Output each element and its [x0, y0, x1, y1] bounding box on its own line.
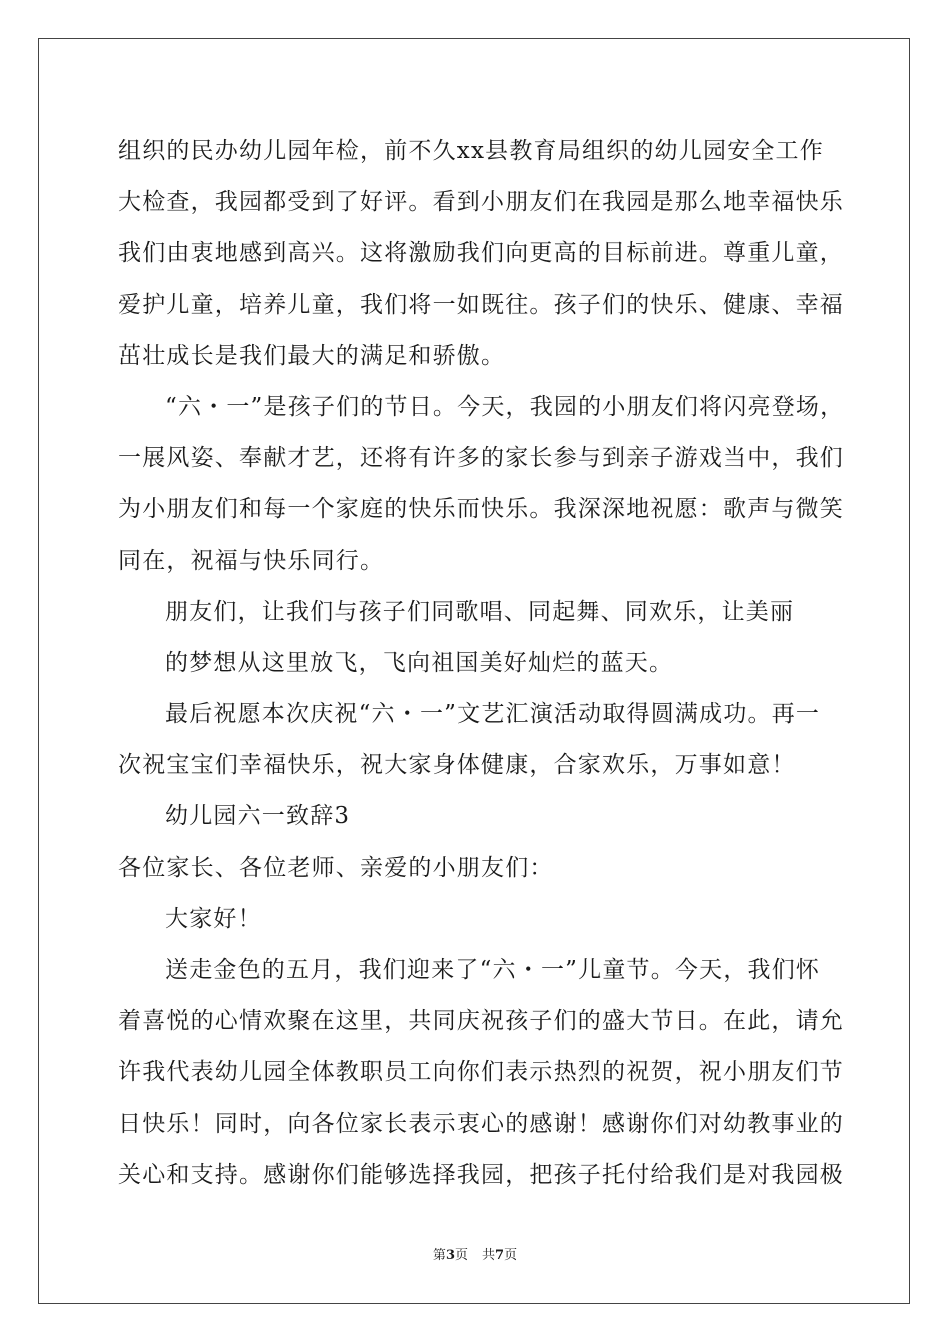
text-line: 大检查，我园都受到了好评。看到小朋友们在我园是那么地幸福快乐	[118, 189, 844, 216]
greeting: 大家好！	[165, 905, 262, 932]
text-line: 爱护儿童，培养儿童，我们将一如既往。孩子们的快乐、健康、幸福	[118, 291, 844, 318]
text-line: 着喜悦的心情欢聚在这里，共同庆祝孩子们的盛大节日。在此，请允	[118, 1008, 844, 1035]
page-suffix: 页	[454, 1248, 468, 1263]
text-line: 为小朋友们和每一个家庭的快乐而快乐。我深深地祝愿：歌声与微笑	[118, 496, 844, 523]
text-line: 送走金色的五月，我们迎来了“六・一”儿童节。今天，我们怀	[165, 957, 821, 983]
text-line: “六・一”是孩子们的节日。今天，我园的小朋友们将闪亮登场，	[165, 393, 845, 420]
text-line: 关心和支持。感谢你们能够选择我园，把孩子托付给我们是对我园极	[118, 1161, 844, 1188]
text-line: 许我代表幼儿园全体教职员工向你们表示热烈的祝贺，祝小朋友们节	[118, 1059, 844, 1086]
text-line: 最后祝愿本次庆祝“六・一”文艺汇演活动取得圆满成功。再一	[165, 701, 821, 728]
document-body	[118, 126, 845, 1201]
current-page-number: 3	[445, 1248, 455, 1263]
total-page-number: 7	[495, 1248, 505, 1263]
text-line: 组织的民办幼儿园年检，前不久xx县教育局组织的幼儿园安全工作	[118, 138, 824, 164]
text-line: 一展风姿、奉献才艺，还将有许多的家长参与到亲子游戏当中，我们	[118, 445, 844, 472]
text-line: 茁壮成长是我们最大的满足和骄傲。	[118, 342, 506, 369]
total-suffix: 页	[504, 1248, 518, 1263]
page-footer	[0, 1244, 950, 1263]
text-line: 次祝宝宝们幸福快乐，祝大家身体健康，合家欢乐，万事如意！	[118, 752, 796, 779]
text-line: 我们由衷地感到高兴。这将激励我们向更高的目标前进。尊重儿童，	[118, 240, 844, 267]
text-line: 同在，祝福与快乐同行。	[118, 547, 385, 574]
page-prefix: 第	[432, 1248, 446, 1263]
total-prefix: 共	[482, 1248, 496, 1263]
salutation: 各位家长、各位老师、亲爱的小朋友们：	[118, 854, 554, 881]
text-line: 日快乐！同时，向各位家长表示衷心的感谢！感谢你们对幼教事业的	[118, 1110, 844, 1137]
section-heading: 幼儿园六一致辞3	[165, 803, 351, 830]
text-line: 的梦想从这里放飞，飞向祖国美好灿烂的蓝天。	[165, 649, 674, 676]
text-line: 朋友们，让我们与孩子们同歌唱、同起舞、同欢乐，让美丽	[165, 598, 795, 625]
